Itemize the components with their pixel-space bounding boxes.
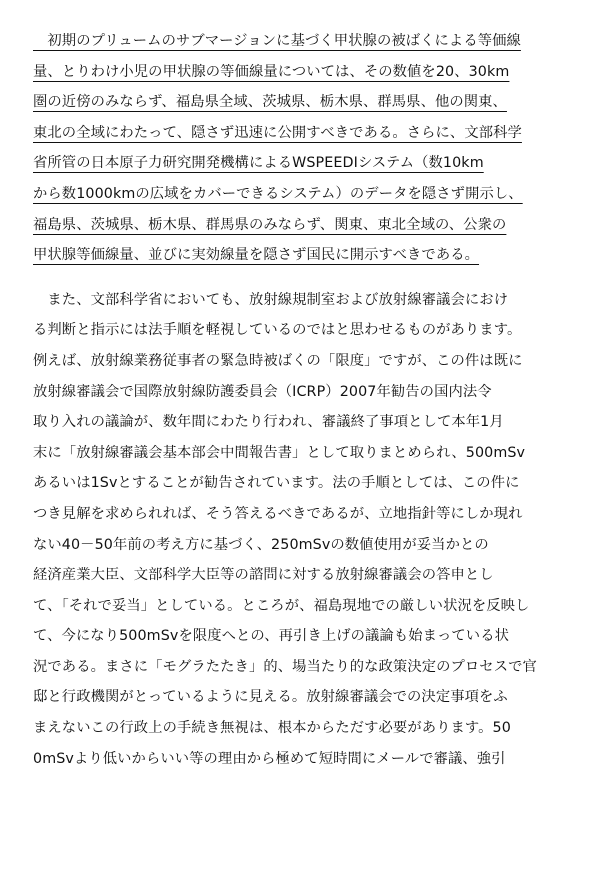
paragraph-2-line: 末に「放射線審議会基本部会中間報告書」として取りまとめられ、500mSv — [33, 444, 526, 461]
paragraph-2-line: まえないこの行政上の手続き無視は、根本からただす必要があります。50 — [33, 720, 511, 737]
paragraph-2-line: つき見解を求められれば、そう答えるべきであるが、立地指針等にしか現れ — [33, 505, 523, 522]
paragraph-1-line: 甲状腺等価線量、並びに実効線量を隠さず国民に開示すべきである。 — [33, 247, 480, 264]
paragraph-1 — [33, 26, 572, 271]
paragraph-2-line: あるいは1Svとすることが勧告されています。法の手順としては、この件に — [33, 475, 520, 492]
paragraph-2-line: 経済産業大臣、文部科学大臣等の諮問に対する放射線審議会の答申とし — [33, 567, 494, 584]
paragraph-2 — [33, 285, 572, 775]
paragraph-2-line: 邸と行政機関がとっているように見える。放射線審議会での決定事項をふ — [33, 689, 508, 706]
paragraph-gap — [33, 271, 572, 285]
paragraph-2-line: 取り入れの議論が、数年間にわたり行われ、審議終了事項として本年1月 — [33, 414, 504, 431]
paragraph-2-line: 例えば、放射線業務従事者の緊急時被ばくの「限度」ですが、この件は既に — [33, 352, 523, 369]
paragraph-1-line: から数1000kmの広域をカバーできるシステム）のデータを隠さず開示し、 — [33, 185, 523, 202]
paragraph-2-line: また、文部科学省においても、放射線規制室および放射線審議会におけ — [33, 291, 509, 308]
paragraph-2-line: 況である。まさに「モグラたたき」的、場当たり的な政策決定のプロセスで官 — [33, 658, 537, 675]
paragraph-1-line: 量、とりわけ小児の甲状腺の等価線量については、その数値を20、30km — [33, 63, 510, 80]
paragraph-1-line: 省所管の日本原子力研究開発機構によるWSPEEDIシステム（数10km — [33, 155, 484, 172]
paragraph-1-line: 福島県、茨城県、栃木県、群馬県のみならず、関東、東北全域の、公衆の — [33, 216, 507, 233]
paragraph-1-line: 東北の全域にわたって、隠さず迅速に公開すべきである。さらに、文部科学 — [33, 124, 522, 141]
paragraph-1-line: 初期のプリュームのサブマージョンに基づく甲状腺の被ばくによる等価線 — [33, 33, 521, 49]
paragraph-2-line: 放射線審議会で国際放射線防護委員会（ICRP）2007年勧告の国内法令 — [33, 383, 492, 400]
paragraph-2-line: 0mSvより低いからいい等の理由から極めて短時間にメールで審議、強引 — [33, 750, 506, 767]
paragraph-2-line: る判断と指示には法手順を軽視しているのではと思わせるものがあります。 — [33, 322, 522, 339]
paragraph-2-line: て、「それで妥当」としている。ところが、福島現地での厳しい状況を反映し — [33, 597, 530, 614]
paragraph-1-line: 圏の近傍のみならず、福島県全域、茨城県、栃木県、群馬県、他の関東、 — [33, 94, 507, 111]
paragraph-2-line: て、今になり500mSvを限度へとの、再引き上げの議論も始まっている状 — [33, 628, 509, 645]
paragraph-2-line: ない40－50年前の考え方に基づく、250mSvの数値使用が妥当かとの — [33, 536, 489, 553]
